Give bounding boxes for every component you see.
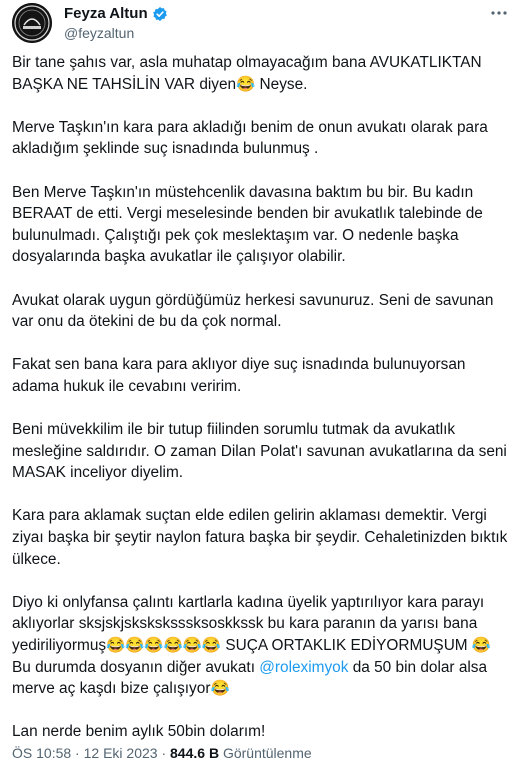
avatar[interactable] — [12, 3, 52, 43]
tweet-paragraph — [12, 290, 512, 333]
tweet-paragraph — [12, 354, 512, 397]
tweet-line: yediriliyormuş😂😂😂😂😂😂 SUÇA ORTAKLIK EDİYORMUŞUM 😂 — [12, 637, 492, 655]
display-name[interactable]: Feyza Altun — [64, 5, 148, 22]
mention-link[interactable]: @roleximyok — [259, 658, 349, 676]
tweet-line: merve aç kaşdı bize çalışıyor😂 — [12, 680, 230, 698]
tweet-line: ülkece. — [12, 550, 61, 568]
tweet-date[interactable]: 12 Eki 2023 — [83, 745, 158, 761]
meta-separator: · — [157, 745, 171, 761]
tweet-paragraph — [12, 592, 512, 700]
views-label: Görüntülenme — [219, 745, 312, 761]
verified-badge-icon — [152, 6, 168, 22]
tweet-line — [12, 657, 512, 679]
tweet-line: ziyaı başka bir şeytir naylon fatura başka bir şeydir. Cehaletinizden bıktık — [12, 529, 508, 547]
tweet-line: var onu da ötekini de bu da çok normal. — [12, 313, 282, 331]
tweet-line: Beni müvekkilim ile bir tutup fiilinden sorumlu tutmak da avukatlık — [12, 421, 456, 439]
tweet-line: aklıyorlar sksjskjsksksksssksoskkssk bu kara paranın da yarısı bana — [12, 615, 478, 633]
tweet-line: adama hukuk ile cevabını veririm. — [12, 377, 242, 395]
tweet-paragraph — [12, 419, 512, 484]
tweet-line: Lan nerde benim aylık 50bin dolarım! — [12, 723, 266, 741]
tweet-text — [12, 52, 512, 765]
tweet-line: Avukat olarak uygun gördüğümüz herkesi savunuruz. Seni de savunan — [12, 291, 494, 309]
tweet-meta — [12, 745, 312, 761]
tweet-time[interactable]: ÖS 10:58 — [12, 745, 72, 761]
tweet-paragraph — [12, 52, 512, 95]
avatar-image — [12, 3, 52, 43]
tweet-line: Ben Merve Taşkın'ın müstehcenlik davasına baktım bu bir. Bu kadın — [12, 183, 474, 201]
text-segment: da 50 bin dolar alsa — [348, 658, 488, 676]
tweet-paragraph — [12, 721, 512, 743]
tweet-paragraph — [12, 182, 512, 268]
tweet-line: MASAK inceliyor diyelim. — [12, 464, 184, 482]
tweet-paragraph — [12, 117, 512, 160]
tweet-paragraph — [12, 505, 512, 570]
tweet-line: Fakat sen bana kara para aklıyor diye suç isnadında bulunuyorsan — [12, 356, 466, 374]
tweet-line: BERAAT de etti. Vergi meselesinde benden bir avukatlık talebinde de — [12, 205, 483, 223]
tweet-line: dosyalarında başka avukatlar ile çalışıyor olabilir. — [12, 248, 346, 266]
name-row — [64, 5, 168, 23]
tweet-line: Merve Taşkın'ın kara para akladığı benim de onun avukatı olarak para — [12, 118, 488, 136]
meta-separator: · — [71, 745, 84, 761]
tweet-line: Kara para aklamak suçtan elde edilen gelirin aklaması demektir. Vergi — [12, 507, 487, 525]
text-segment: Bu durumda dosyanın diğer avukatı — [12, 658, 260, 676]
more-options-icon[interactable] — [488, 5, 510, 25]
tweet-header — [12, 3, 510, 47]
views-count: 844.6 B — [170, 745, 220, 761]
author-info — [64, 5, 168, 42]
tweet-line: BAŞKA NE TAHSİLİN VAR diyen😂 Neyse. — [12, 75, 308, 93]
tweet-line: mesleğine saldırıdır. O zaman Dilan Polat'ı savunan avukatlarına da seni — [12, 442, 507, 460]
tweet-line: akladığım şeklinde suç isnadında bulunmuş . — [12, 140, 319, 158]
tweet-line: Bir tane şahıs var, asla muhatap olmayacağım bana AVUKATLIKTAN — [12, 54, 482, 71]
tweet-line: bulunulmadı. Çalıştığı pek çok meslektaşım var. O nedenle başka — [12, 226, 459, 244]
tweet-line: Diyo ki onlyfansa çalıntı kartlarla kadına üyelik yaptırılıyor kara parayı — [12, 593, 485, 611]
handle[interactable]: @feyzaltun — [64, 25, 135, 41]
